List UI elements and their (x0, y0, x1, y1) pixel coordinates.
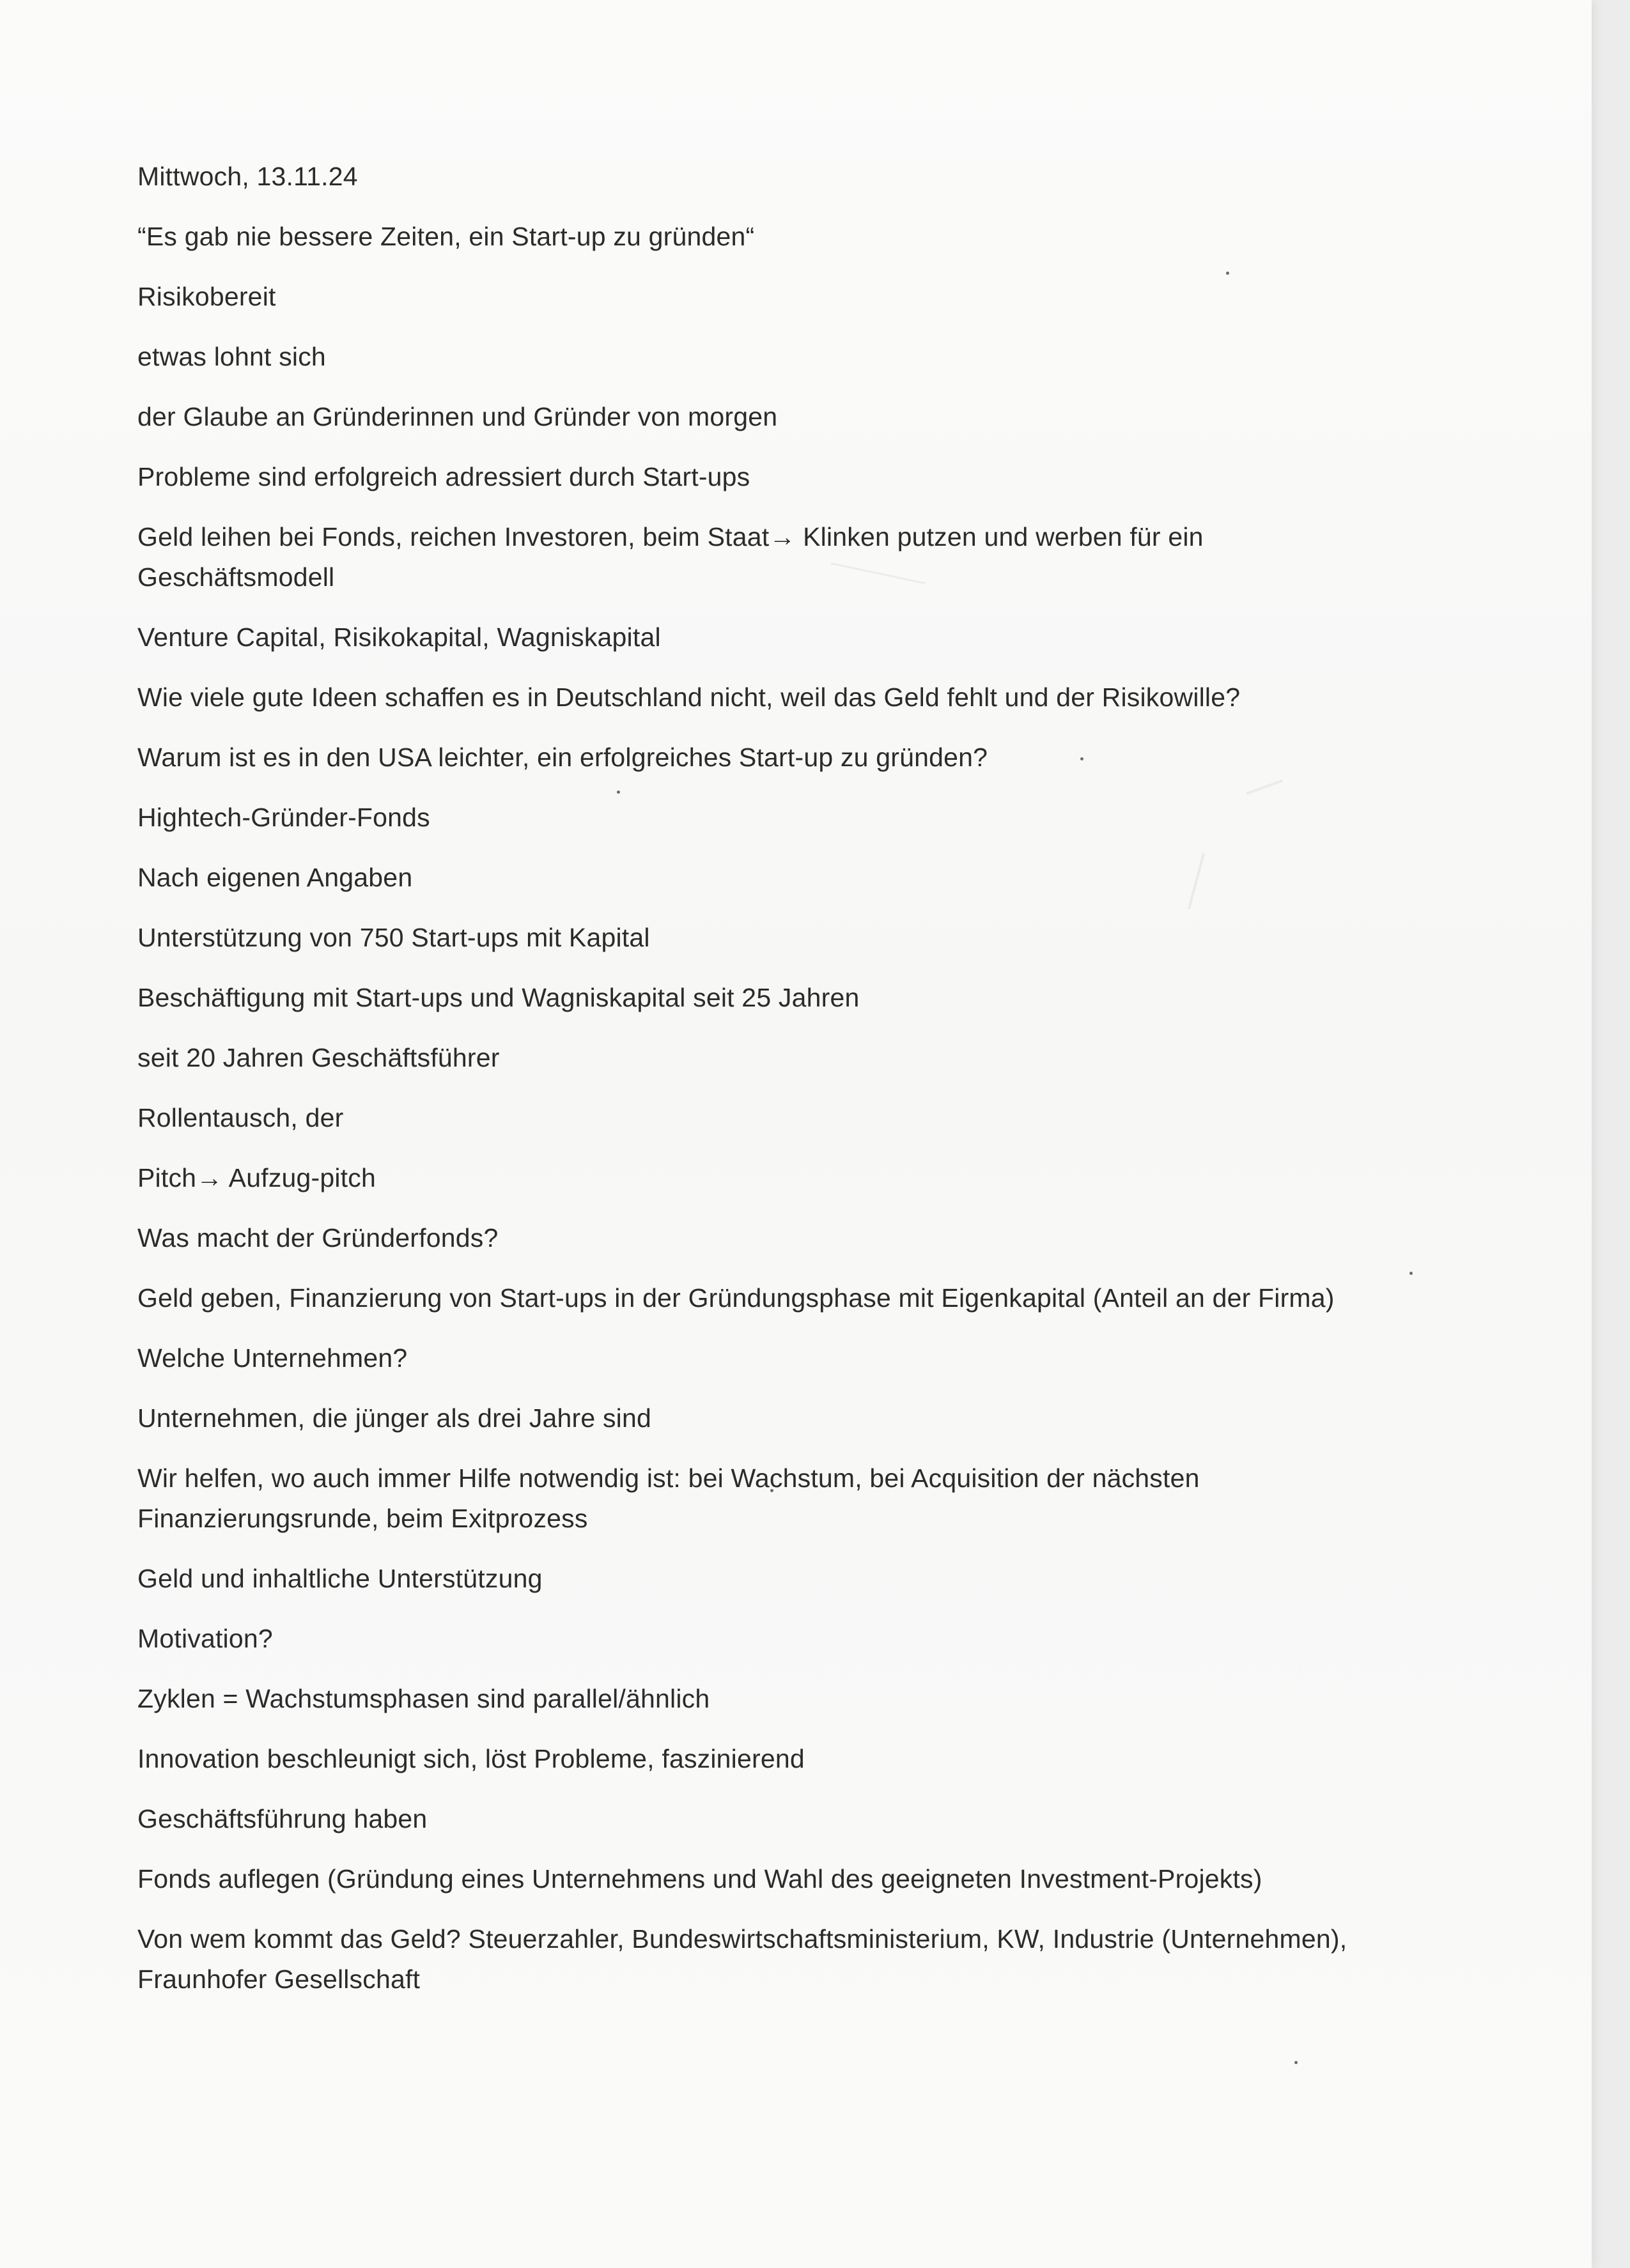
text-line: Fonds auflegen (Gründung eines Unternehmens und Wahl des geeigneten Investment-Projekts) (137, 1864, 1262, 1894)
text-line: Wie viele gute Ideen schaffen es in Deutschland nicht, weil das Geld fehlt und der Risikowille? (137, 683, 1241, 712)
text-line: Geld und inhaltliche Unterstützung (137, 1564, 543, 1593)
text-line: Wir helfen, wo auch immer Hilfe notwendig ist: bei Wachstum, bei Acquisition der nächsten Finanzierungsrunde, beim Exitprozess (137, 1463, 1200, 1533)
text-line: Beschäftigung mit Start-ups und Wagniskapital seit 25 Jahren (137, 983, 860, 1012)
text-line: Mittwoch, 13.11.24 (137, 162, 358, 191)
text-line: Welche Unternehmen? (137, 1343, 408, 1373)
text-line: Von wem kommt das Geld? Steuerzahler, Bundeswirtschaftsministerium, KW, Industrie (Unternehmen), Fraunhofer Gesellschaft (137, 1924, 1347, 1994)
text-line: Innovation beschleunigt sich, löst Probleme, faszinierend (137, 1744, 805, 1773)
text-line: Zyklen = Wachstumsphasen sind parallel/ähnlich (137, 1684, 710, 1713)
text-line: Geschäftsführung haben (137, 1804, 428, 1833)
text-line: Was macht der Gründerfonds? (137, 1223, 499, 1253)
text-line: Warum ist es in den USA leichter, ein erfolgreiches Start-up zu gründen? (137, 743, 988, 772)
text-line: Geld geben, Finanzierung von Start-ups in der Gründungsphase mit Eigenkapital (Anteil an der Firma) (137, 1283, 1335, 1313)
text-line: Hightech-Gründer-Fonds (137, 803, 430, 832)
text-line: Pitch→ Aufzug-pitch (137, 1163, 376, 1192)
text-line: Venture Capital, Risikokapital, Wagniskapital (137, 622, 661, 652)
text-line: Motivation? (137, 1624, 273, 1653)
text-line: “Es gab nie bessere Zeiten, ein Start-up zu gründen“ (137, 222, 755, 251)
text-line: Geld leihen bei Fonds, reichen Investoren, beim Staat→ Klinken putzen und werben für ein Geschäftsmodell (137, 522, 1204, 592)
text-line: Rollentausch, der (137, 1103, 344, 1132)
text-line: der Glaube an Gründerinnen und Gründer von morgen (137, 402, 778, 431)
text-line: Unterstützung von 750 Start-ups mit Kapital (137, 923, 650, 952)
text-line: seit 20 Jahren Geschäftsführer (137, 1043, 500, 1072)
text-line: Probleme sind erfolgreich adressiert durch Start-ups (137, 462, 750, 491)
text-line: etwas lohnt sich (137, 342, 326, 371)
text-line: Risikobereit (137, 282, 276, 311)
text-line: Unternehmen, die jünger als drei Jahre sind (137, 1403, 651, 1433)
text-line: Nach eigenen Angaben (137, 863, 413, 892)
document-text (137, 157, 1493, 2019)
paper-speck (1294, 2061, 1298, 2064)
